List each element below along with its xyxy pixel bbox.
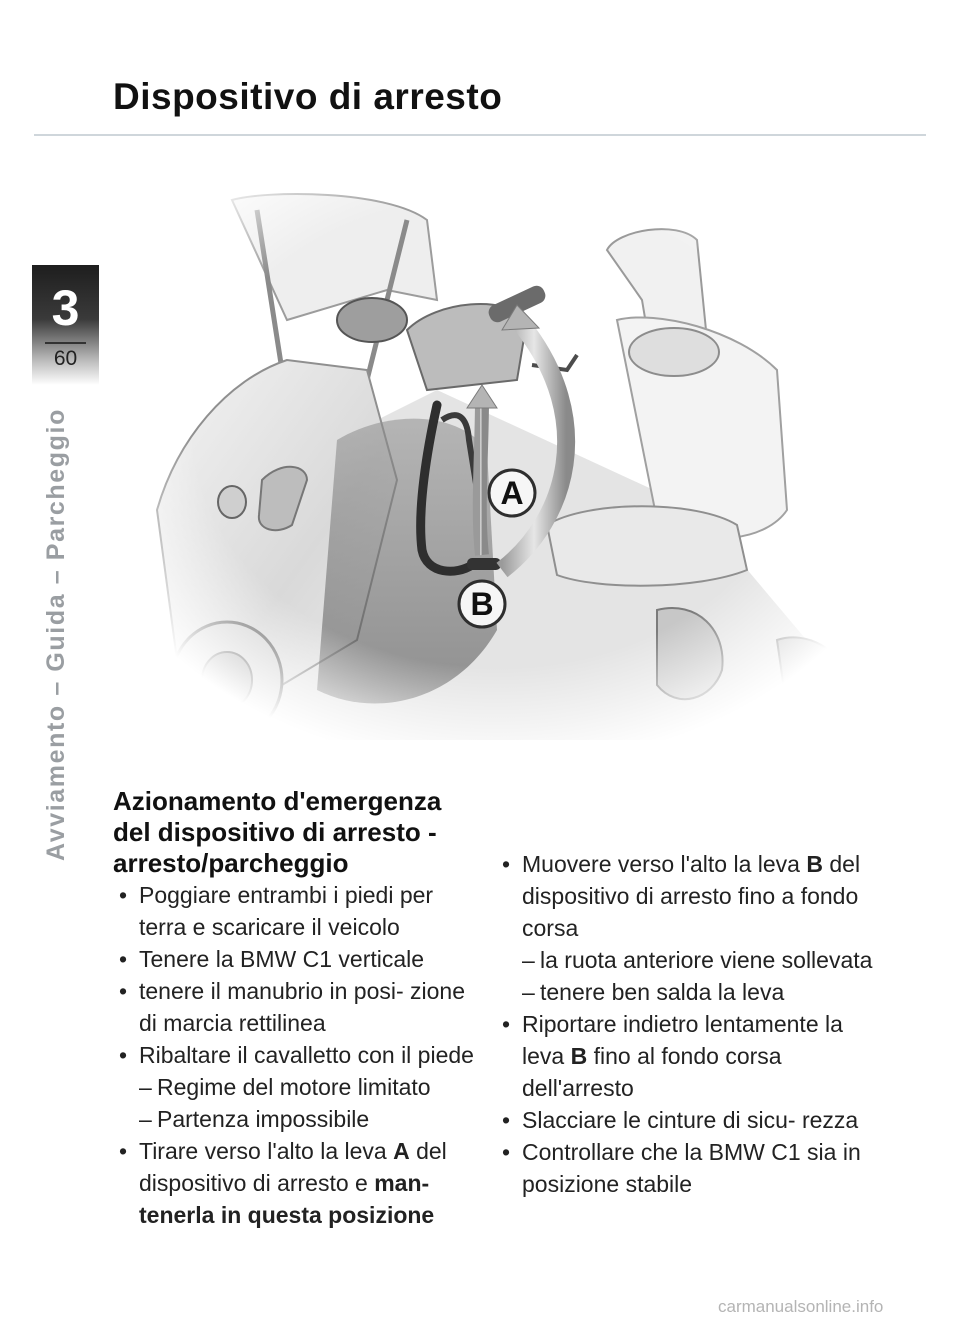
list-item-text: del dispositivo di arresto fino a fondo corsa: [522, 851, 861, 941]
page-number: 60: [53, 347, 78, 370]
scooter-illustration: [137, 180, 857, 740]
list-item: • Controllare che la BMW C1 sia in posizione stabile: [496, 1136, 876, 1200]
lever-a-ref: A: [393, 1138, 410, 1164]
list-item: [113, 1135, 483, 1231]
list-item: • Poggiare entrambi i piedi per terra e scaricare il veicolo: [113, 879, 483, 943]
callout-a-label: A: [500, 475, 524, 511]
sub-list-item: – Regime del motore limitato: [113, 1071, 483, 1103]
section-side-label: Avviamento – Guida – Parcheggio: [42, 408, 70, 861]
title-divider: [34, 134, 926, 136]
list-item-text: del dispositivo di arresto e: [139, 1138, 447, 1196]
list-item: [496, 848, 876, 944]
emphasis-text: man- tenerla in questa posizione: [139, 1170, 435, 1228]
chapter-number: 3: [51, 280, 80, 336]
section-heading: Azionamento d'emergenza del dispositivo di arresto - arresto/parcheggio: [113, 786, 442, 878]
list-item-text: Tirare verso l'alto la leva: [139, 1138, 394, 1164]
right-column: [496, 848, 876, 1200]
list-item-text: fino al fondo corsa dell'arresto: [522, 1043, 782, 1101]
callout-b-label: B: [470, 586, 494, 622]
page-title: Dispositivo di arresto: [113, 76, 503, 117]
list-item: [496, 1008, 876, 1104]
list-item: • tenere il manubrio in posi- zione di marcia rettilinea: [113, 975, 483, 1039]
sub-list-item: – la ruota anteriore viene sollevata: [496, 944, 876, 976]
sub-list-item: – Partenza impossibile: [113, 1103, 483, 1135]
list-item: • Ribaltare il cavalletto con il piede: [113, 1039, 483, 1071]
left-column: [113, 786, 483, 1231]
chapter-tab: [32, 265, 99, 385]
lever-b-ref: B: [570, 1043, 588, 1069]
list-item-text: Riportare indietro lentamente la leva: [522, 1011, 843, 1069]
lever-b-ref: B: [806, 851, 823, 877]
list-item: • Tenere la BMW C1 verticale: [113, 943, 483, 975]
list-item: • Slacciare le cinture di sicu- rezza: [496, 1104, 876, 1136]
chapter-divider: [45, 342, 86, 344]
sub-list-item: – tenere ben salda la leva: [496, 976, 876, 1008]
list-item-text: Muovere verso l'alto la leva: [522, 851, 807, 877]
callout-a: [489, 470, 535, 516]
watermark: carmanualsonline.info: [718, 1297, 884, 1316]
callout-b: [459, 581, 505, 627]
